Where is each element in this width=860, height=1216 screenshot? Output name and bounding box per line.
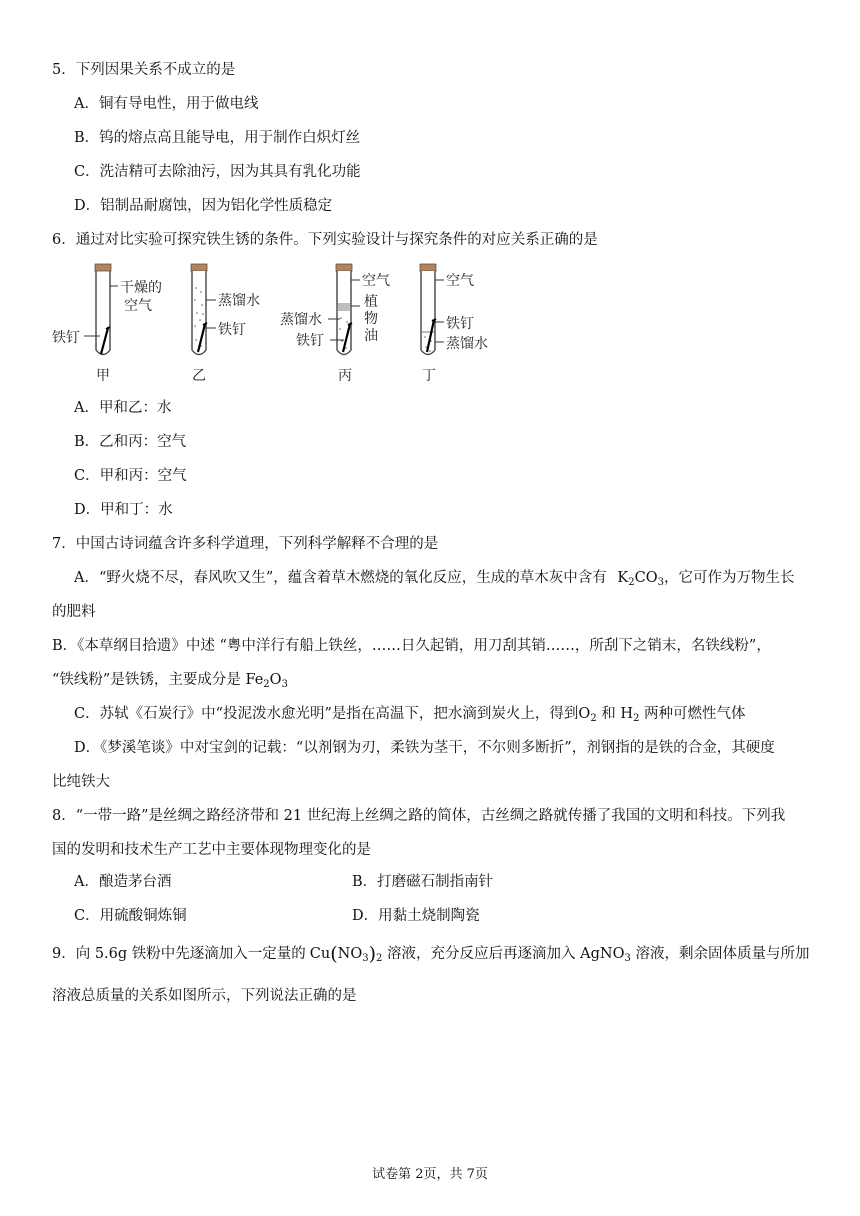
tube-ding [420,264,488,384]
q7-option-b-line1: B．《本草纲目拾遗》中述 “粤中洋行有船上铁丝，……日久起销，用刀刮其销……，所刮下之销末，名铁线粉”， [52,638,771,654]
q6-option-a: A．甲和乙：水 [74,400,172,416]
q9-left-paren: ( [330,943,338,965]
q9-stem-line2: 溶液总质量的关系如图所示，下列说法正确的是 [52,988,357,1004]
q7-option-a-line1 [74,568,794,588]
q6-option-d: D．甲和丁：水 [74,502,173,518]
q7-a-formula-sub2: 2 [628,577,635,588]
q7-option-d-line1: D．《梦溪笔谈》中对宝剑的记载：“以剂钢为刃，柔铁为茎干，不尔则多断折”，剂钢指的是铁的合金，其硬度 [74,740,775,756]
q7-b-formula [245,672,288,688]
q7-c-end: 两种可燃性气体 [639,706,746,722]
bing-label-nail: 铁钉 [296,333,324,349]
q9-agno3: AgNO [580,946,625,962]
q8-option-a: A．酿造茅台酒 [74,874,172,890]
bing-label-oil-3: 油 [364,328,378,344]
q7-option-b-line2 [52,670,288,690]
q7-option-c [74,704,746,724]
q9-no3: NO [337,946,363,962]
page-footer: 试卷第 2页，共 7页 [372,1167,488,1182]
ding-label-air: 空气 [446,273,474,289]
q8-stem-line2: 国的发明和技术生产工艺中主要体现物理变化的是 [52,842,371,858]
q7-c-o2-sub: 2 [590,713,597,724]
q5-option-c: C．洗洁精可去除油污，因为其具有乳化功能 [74,164,361,180]
jia-label-nail: 铁钉 [52,330,80,346]
ding-label-water: 蒸馏水 [446,336,488,352]
yi-label-water: 蒸馏水 [218,293,260,309]
q7-c-mid: 和 [596,706,621,722]
q9-right-paren: ) [368,943,377,965]
yi-label-nail: 铁钉 [218,322,246,338]
q9-stem-line1 [52,944,809,964]
q9-agno3-sub: 3 [624,953,631,964]
q8-option-b: B．打磨磁石制指南针 [352,874,494,890]
bing-label-oil-2: 物 [364,311,378,327]
yi-caption: 乙 [192,368,206,384]
q7-b-formula-o: O [269,672,282,688]
q7-c-o2: O [578,706,591,722]
q7-b-text: “铁线粉”是铁锈，主要成分是 [52,672,241,688]
tube-yi [191,264,260,384]
q7-a-text: A．“野火烧不尽，春风吹又生”，蕴含着草木燃烧的氧化反应，生成的草木灰中含有 [74,570,607,586]
bing-label-oil-1: 植 [364,294,378,310]
q8-option-c: C．用硫酸铜炼铜 [74,908,187,924]
q7-c-h2: H [620,706,634,722]
q9-cu: Cu [309,946,331,962]
q7-b-formula-sub3: 3 [281,679,288,690]
ding-label-nail: 铁钉 [446,316,474,332]
q7-option-a-line2: 的肥料 [52,604,96,620]
q7-c-text: C．苏轼《石炭行》中“投泥泼水愈光明”是指在高温下，把水滴到炭火上，得到 [74,706,579,722]
bing-label-air: 空气 [362,273,390,289]
q9-no3-sub: 3 [362,953,369,964]
q8-stem-line1: 8．“一带一路”是丝绸之路经济带和 21 世纪海上丝绸之路的简体，古丝绸之路就传播了我国的文明和科技。下列我 [52,808,786,824]
q7-option-d-line2: 比纯铁大 [52,774,110,790]
q6-option-c: C．甲和丙：空气 [74,468,187,484]
q7-a-formula-sub3: 3 [657,577,664,588]
jia-label-air-line1: 干燥的 [120,280,162,296]
ding-caption: 丁 [422,368,436,384]
q5-option-a: A．铜有导电性，用于做电线 [74,96,259,112]
bing-caption: 丙 [338,368,352,384]
q9-stem-part1: 9．向 5.6g 铁粉中先逐滴加入一定量的 [52,946,306,962]
q7-b-formula-sub2: 2 [263,679,270,690]
q6-stem: 6．通过对比实验可探究铁生锈的条件。下列实验设计与探究条件的对应关系正确的是 [52,232,598,248]
q7-a-formula [617,570,664,586]
q9-stem-part2: 溶液，充分反应后再逐滴加入 [382,946,581,962]
jia-caption: 甲 [96,368,110,384]
test-tube-figure [48,258,508,386]
q7-b-formula-fe: Fe [245,672,264,688]
q5-option-b: B．钨的熔点高且能导电，用于制作白炽灯丝 [74,130,361,146]
q8-option-d: D．用黏土烧制陶瓷 [352,908,480,924]
tube-jia [52,264,162,384]
q7-a-formula-co: CO [634,570,658,586]
q7-stem: 7．中国古诗词蕴含许多科学道理，下列科学解释不合理的是 [52,536,439,552]
tube-bing [280,264,390,384]
q6-option-b: B．乙和丙：空气 [74,434,187,450]
q7-a-text-end: ，它可作为万物生长 [663,570,795,586]
q7-a-formula-k: K [617,570,629,586]
bing-label-water: 蒸馏水 [280,312,322,328]
q7-c-h2-sub: 2 [633,713,640,724]
jia-label-air-line2: 空气 [124,298,152,314]
q5-stem: 5．下列因果关系不成立的是 [52,62,236,78]
q9-paren-sub: 2 [376,953,383,964]
q9-stem-part3: 溶液，剩余固体质量与所加 [630,946,810,962]
q5-option-d: D．铝制品耐腐蚀，因为铝化学性质稳定 [74,198,333,214]
